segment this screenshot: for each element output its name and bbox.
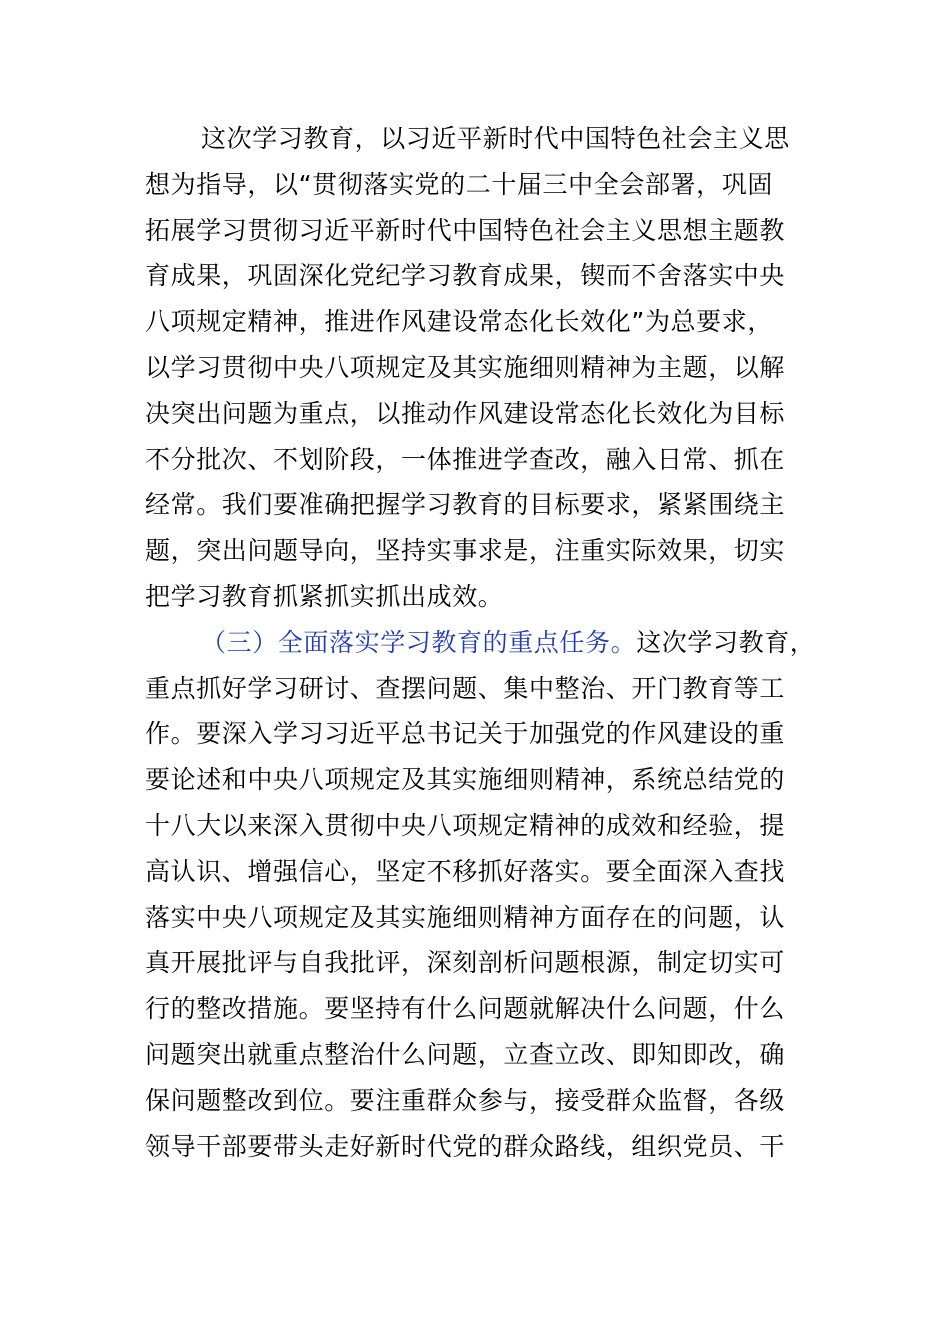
text-line: 以学习贯彻中央八项规定及其实施细则精神为主题，以解 — [145, 352, 786, 382]
text-line: 行的整改措施。要坚持有什么问题就解决什么问题，什么 — [145, 994, 786, 1024]
section-heading: （三）全面落实学习教育的重点任务。 — [201, 627, 637, 657]
paragraph-2 — [145, 620, 835, 1170]
text-line: 不分批次、不划阶段，一体推进学查改，融入日常、抓在 — [145, 444, 786, 474]
text-line: 要论述和中央八项规定及其实施细则精神，系统总结党的 — [145, 765, 786, 795]
text-line: 育成果，巩固深化党纪学习教育成果，锲而不舍落实中央 — [145, 261, 786, 291]
text-line: 决突出问题为重点，以推动作风建设常态化长效化为目标 — [145, 398, 786, 428]
text-line-rest: 这次学习教育， — [636, 627, 816, 657]
text-line: 问题突出就重点整治什么问题，立查立改、即知即改，确 — [145, 1039, 786, 1069]
text-line: 真开展批评与自我批评，深刻剖析问题根源，制定切实可 — [145, 948, 786, 978]
text-line — [145, 620, 835, 666]
text-line: 十八大以来深入贯彻中央八项规定精神的成效和经验，提 — [145, 810, 786, 840]
text-line: 高认识、增强信心，坚定不移抓好落实。要全面深入查找 — [145, 856, 786, 886]
text-line: 题，突出问题导向，坚持实事求是，注重实际效果，切实 — [145, 536, 786, 566]
text-line: 八项规定精神，推进作风建设常态化长效化”为总要求， — [145, 307, 773, 337]
text-line: 拓展学习贯彻习近平新时代中国特色社会主义思想主题教 — [145, 215, 786, 245]
text-line: 作。要深入学习习近平总书记关于加强党的作风建设的重 — [145, 719, 786, 749]
text-line: 这次学习教育，以习近平新时代中国特色社会主义思 — [201, 124, 790, 153]
document-body — [145, 116, 835, 1169]
text-line: 保问题整改到位。要注重群众参与，接受群众监督，各级 — [145, 1085, 786, 1115]
text-line: 落实中央八项规定及其实施细则精神方面存在的问题，认 — [145, 902, 786, 932]
text-line: 把学习教育抓紧抓实抓出成效。 — [145, 581, 504, 611]
text-line: 领导干部要带头走好新时代党的群众路线，组织党员、干 — [145, 1131, 786, 1161]
paragraph-1 — [145, 116, 835, 620]
text-line: 想为指导，以“贯彻落实党的二十届三中全会部署，巩固 — [145, 169, 773, 199]
text-line: 重点抓好学习研讨、查摆问题、集中整治、开门教育等工 — [145, 673, 786, 703]
text-line: 经常。我们要准确把握学习教育的目标要求，紧紧围绕主 — [145, 490, 786, 520]
